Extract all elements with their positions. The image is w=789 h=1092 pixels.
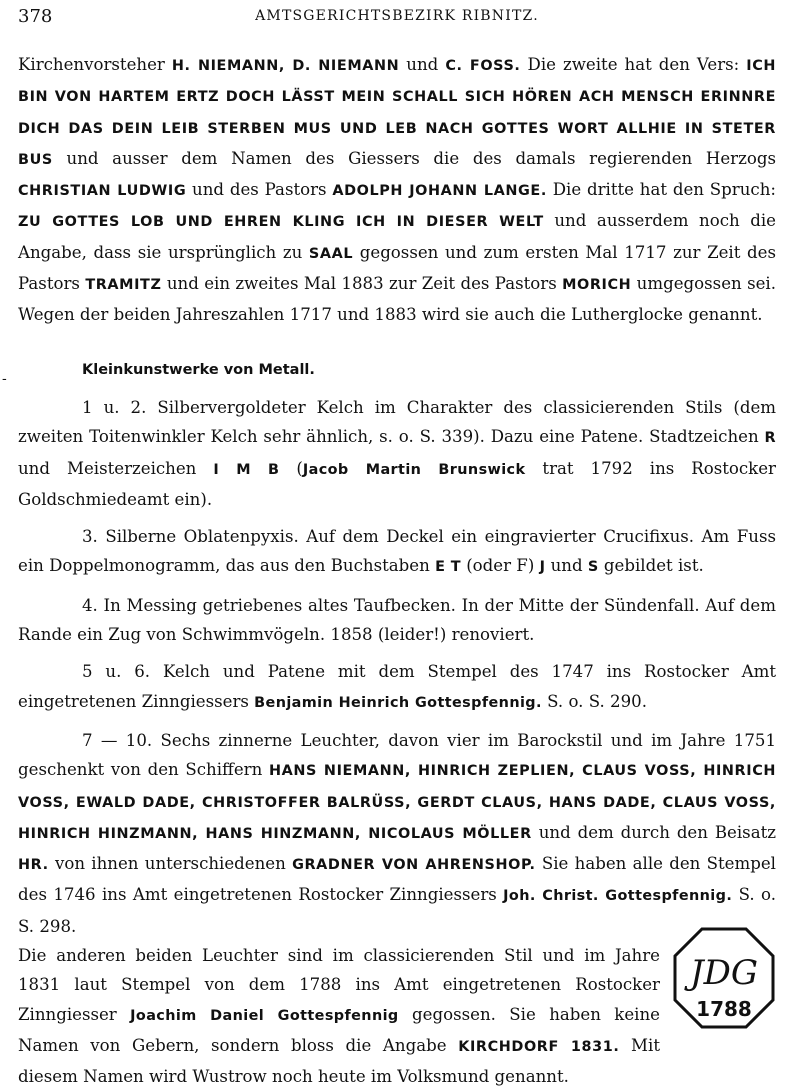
paragraph-item-3 — [18, 522, 776, 583]
text-run: und Meisterzeichen — [18, 458, 214, 478]
text-run: gebildet ist. — [598, 556, 704, 576]
emphasized-text: C. FOSS. — [445, 58, 521, 74]
text-run: gegossen und zum ersten Mal 1717 zur Zeit des Pastors — [18, 242, 776, 294]
page-header — [18, 6, 776, 32]
emphasized-text: R — [764, 430, 776, 447]
text-run: S. o. S. 298. — [18, 885, 776, 936]
text-run: und des Pastors — [186, 180, 333, 200]
body-text — [18, 50, 776, 1092]
emphasized-text: CHRISTIAN LUDWIG — [18, 183, 187, 200]
text-run: und ausser dem Namen des Giessers die des damals regierenden Herzogs — [52, 148, 776, 168]
text-run: Die zweite hat den Vers: — [520, 55, 747, 74]
text-run: und dem durch den Beisatz — [531, 822, 776, 842]
text-run: und — [545, 556, 588, 576]
text-run: Kirchenvorsteher — [18, 55, 172, 74]
emphasized-text: HANS NIEMANN, HINRICH ZEPLIEN, CLAUS VOSS, HINRICH VOSS, EWALD DADE, CHRISTOFFER BALRÜSS, GERDT CLAUS, HANS DADE, CLAUS VOSS, HINRICH HINZMANN, HANS HINZMANN, NICOLAUS MÖLLER — [18, 763, 776, 842]
text-run: Die anderen beiden Leuchter sind im classicierenden Stil und im Jahre 1831 laut Stempel von dem 1788 ins Amt eingetretenen Rostocker Zinngiesser — [18, 946, 660, 1024]
emphasized-text: GRADNER VON AHRENSHOP. — [292, 857, 536, 874]
emphasized-text: MORICH — [562, 277, 632, 294]
emphasized-text: Joh. Christ. Gottespfennig. — [503, 888, 733, 905]
text-run: Die dritte hat den Spruch: — [546, 180, 776, 200]
stamp-year: 1788 — [696, 997, 752, 1021]
document-page — [2, 6, 777, 1092]
emphasized-text: SAAL — [308, 245, 354, 262]
pewter-stamp-icon — [672, 926, 776, 1030]
text-run: (oder F) — [460, 556, 540, 576]
emphasized-text: HR. — [18, 857, 49, 874]
text-run: 5 u. 6. Kelch und Patene mit dem Stempel des 1747 ins Rostocker Amt eingetretenen Zinngiessers — [18, 662, 776, 711]
text-run: Mit diesem Namen wird Wustrow noch heute im Volksmund genannt. — [18, 1035, 660, 1087]
page-number: 378 — [18, 6, 53, 27]
section-heading: Kleinkunstwerke von Metall. — [82, 361, 315, 378]
text-run: von ihnen unterschiedenen — [48, 854, 293, 874]
paragraph-item-5-6 — [18, 657, 776, 718]
text-run: gegossen. Sie haben keine Namen von Gebern, sondern bloss die Angabe — [18, 1004, 660, 1055]
text-run: und — [399, 55, 446, 74]
paragraph-bells — [18, 50, 776, 330]
emphasized-text: Benjamin Heinrich Gottespfennig. — [254, 694, 542, 711]
text-run: 1 u. 2. Silbervergoldeter Kelch im Charakter des classicierenden Stils (dem zweiten Toitenwinkler Kelch sehr ähnlich, s. o. S. 339). Dazu eine Patene. Stadtzeichen — [18, 397, 776, 447]
margin-mark: - — [2, 371, 7, 387]
paragraph-other-candlesticks — [18, 941, 776, 1091]
text-run: trat 1792 ins Rostocker Goldschmiedeamt ein). — [18, 458, 776, 509]
text-run: ( — [279, 458, 303, 478]
emphasized-text: ZU GOTTES LOB UND EHREN KLING ICH IN DIESER WELT — [18, 214, 544, 231]
emphasized-text: J — [539, 559, 546, 576]
text-run: Sie haben alle den Stempel des 1746 ins Amt eingetretenen Rostocker Zinngiessers — [18, 854, 776, 905]
paragraph-item-4 — [18, 591, 776, 650]
emphasized-text: Jacob Martin Brunswick — [302, 461, 526, 478]
paragraph-item-1-2 — [18, 393, 776, 514]
emphasized-text: ADOLPH JOHANN LANGE. — [332, 183, 547, 200]
emphasized-text: TRAMITZ — [85, 277, 162, 294]
stamp-monogram: JDG — [689, 953, 759, 993]
emphasized-text: H. NIEMANN, D. NIEMANN — [171, 58, 400, 74]
emphasized-text: Joachim Daniel Gottespfennig — [130, 1007, 399, 1024]
text-run: umgegossen sei. Wegen der beiden Jahreszahlen 1717 und 1883 wird sie auch die Lutherglocke genannt. — [18, 274, 776, 325]
text-run: 3. Silberne Oblatenpyxis. Auf dem Deckel ein eingravierter Crucifixus. Am Fuss ein Doppelmonogramm, das aus den Buchstaben — [18, 527, 776, 576]
emphasized-text: ICH BIN VON HARTEM ERTZ DOCH LÄSST MEIN SCHALL SICH HÖREN ACH MENSCH ERINNRE DICH DAS DEIN LEIB STERBEN MUS UND LEB NACH GOTTES WORT ALLHIE IN STETER BUS — [18, 58, 777, 168]
text-run: 7 — 10. Sechs zinnerne Leuchter, davon vier im Barockstil und im Jahre 1751 geschenkt von den Schiffern — [18, 730, 776, 780]
emphasized-text: E T — [435, 559, 461, 576]
text-run: 4. In Messing getriebenes altes Taufbecken. In der Mitte der Sündenfall. Auf dem Rande ein Zug von Schwimmvögeln. 1858 (leider!) renoviert. — [18, 595, 776, 645]
running-head: AMTSGERICHTSBEZIRK RIBNITZ. — [255, 8, 539, 24]
emphasized-text: S — [587, 559, 599, 576]
text-run: S. o. S. 290. — [541, 691, 647, 711]
emphasized-text: KIRCHDORF 1831. — [458, 1038, 620, 1055]
emphasized-text: I M B — [213, 461, 280, 478]
paragraph-item-7-10 — [18, 726, 776, 941]
text-run: und ausserdem noch die Angabe, dass sie ursprünglich zu — [18, 211, 776, 262]
text-run: und ein zweites Mal 1883 zur Zeit des Pastors — [161, 274, 563, 294]
